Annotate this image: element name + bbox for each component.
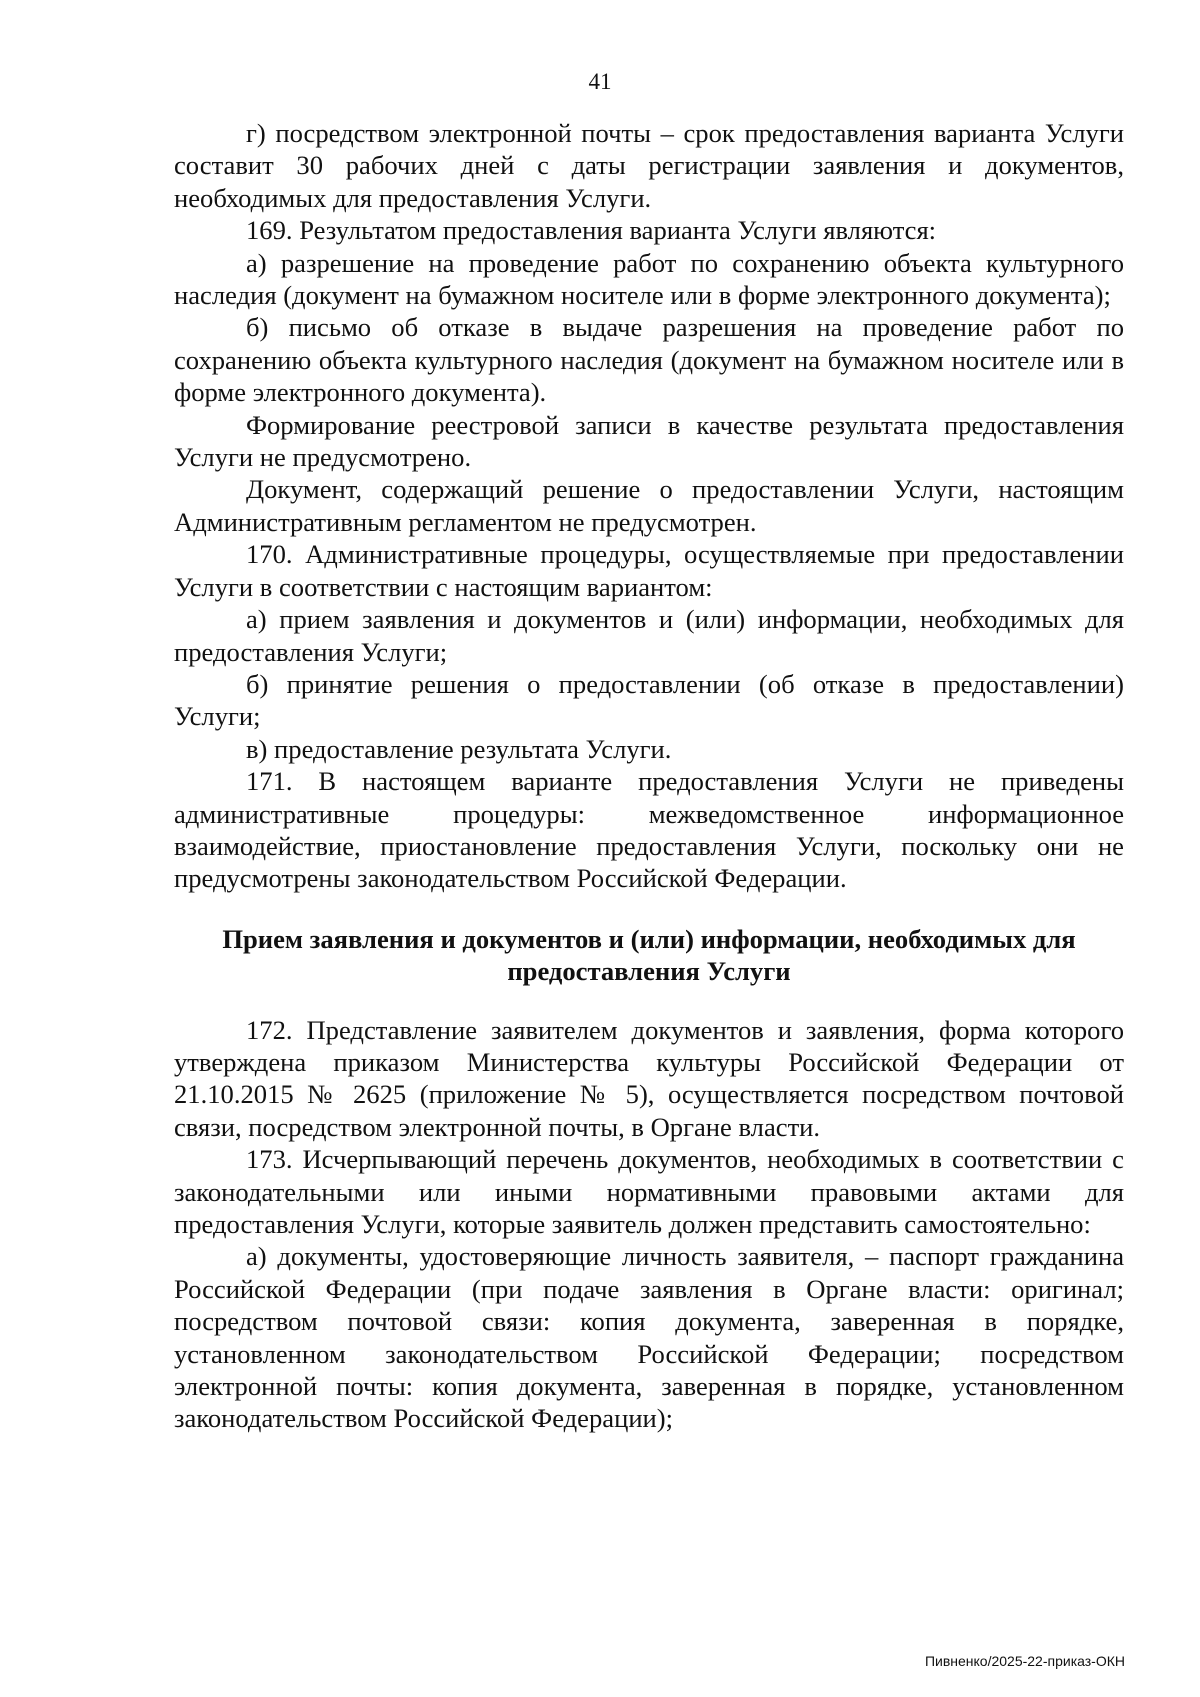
paragraph-registry-record: Формирование реестровой записи в качестве результата предоставления Услуги не предусмотрено. (174, 409, 1124, 473)
paragraph-170-v: в) предоставление результата Услуги. (246, 733, 672, 764)
paragraph-169-a: а) разрешение на проведение работ по сохранению объекта культурного наследия (документ на бумажном носителе или в форме электронного документа); (174, 247, 1124, 311)
paragraph-171: 171. В настоящем варианте предоставления Услуги не приведены административные процедуры: межведомственное информационное взаимодействие, приостановление предоставления Услуги, поскольку они не предусмотрены законодательством Российской Федерации. (174, 766, 1124, 894)
paragraph-170-b: б) принятие решения о предоставлении (об отказе в предоставлении) Услуги; (174, 668, 1124, 732)
paragraph-decision-document: Документ, содержащий решение о предоставлении Услуги, настоящим Административным регламентом не предусмотрен. (174, 474, 1124, 537)
paragraph-169: 169. Результатом предоставления варианта Услуги являются: (246, 215, 937, 246)
document-footer-code: Пивненко/2025-22-приказ-ОКН (924, 1653, 1125, 1669)
paragraph-169-b: б) письмо об отказе в выдаче разрешения на проведение работ по сохранению объекта культурного наследия (документ на бумажном носителе или в форме электронного документа). (174, 312, 1124, 408)
paragraph-173-a: а) документы, удостоверяющие личность заявителя, – паспорт гражданина Российской Федерации (при подаче заявления в Органе власти: оригинал; посредством почтовой связи: копия документа, заверенная в порядке, установленном законодательством Российской Федерации; посредством электронной почты: копия документа, заверенная в порядке, установленном законодательством Российской Федерации); (174, 1241, 1124, 1434)
page-number: 41 (588, 69, 612, 94)
section-heading: Прием заявления и документов и (или) информации, необходимых для предоставления Услуги (222, 923, 1076, 987)
paragraph-g-email-deadline: г) посредством электронной почты – срок предоставления варианта Услуги составит 30 рабочих дней с даты регистрации заявления и документов, необходимых для предоставления Услуги. (174, 118, 1124, 213)
paragraph-172: 172. Представление заявителем документов и заявления, форма которого утверждена приказом Министерства культуры Российской Федерации от 21.10.2015 № 2625 (приложение № 5), осуществляется посредством почтовой связи, посредством электронной почты, в Органе власти. (174, 1014, 1124, 1142)
paragraph-170-a: а) прием заявления и документов и (или) информации, необходимых для предоставления Услуги; (174, 604, 1124, 667)
paragraph-173: 173. Исчерпывающий перечень документов, необходимых в соответствии с законодательными или иными нормативными правовыми актами для предоставления Услуги, которые заявитель должен представить самостоятельно: (174, 1144, 1124, 1239)
paragraph-170: 170. Административные процедуры, осуществляемые при предоставлении Услуги в соответствии с настоящим вариантом: (174, 539, 1124, 602)
document-body (174, 117, 1124, 1435)
